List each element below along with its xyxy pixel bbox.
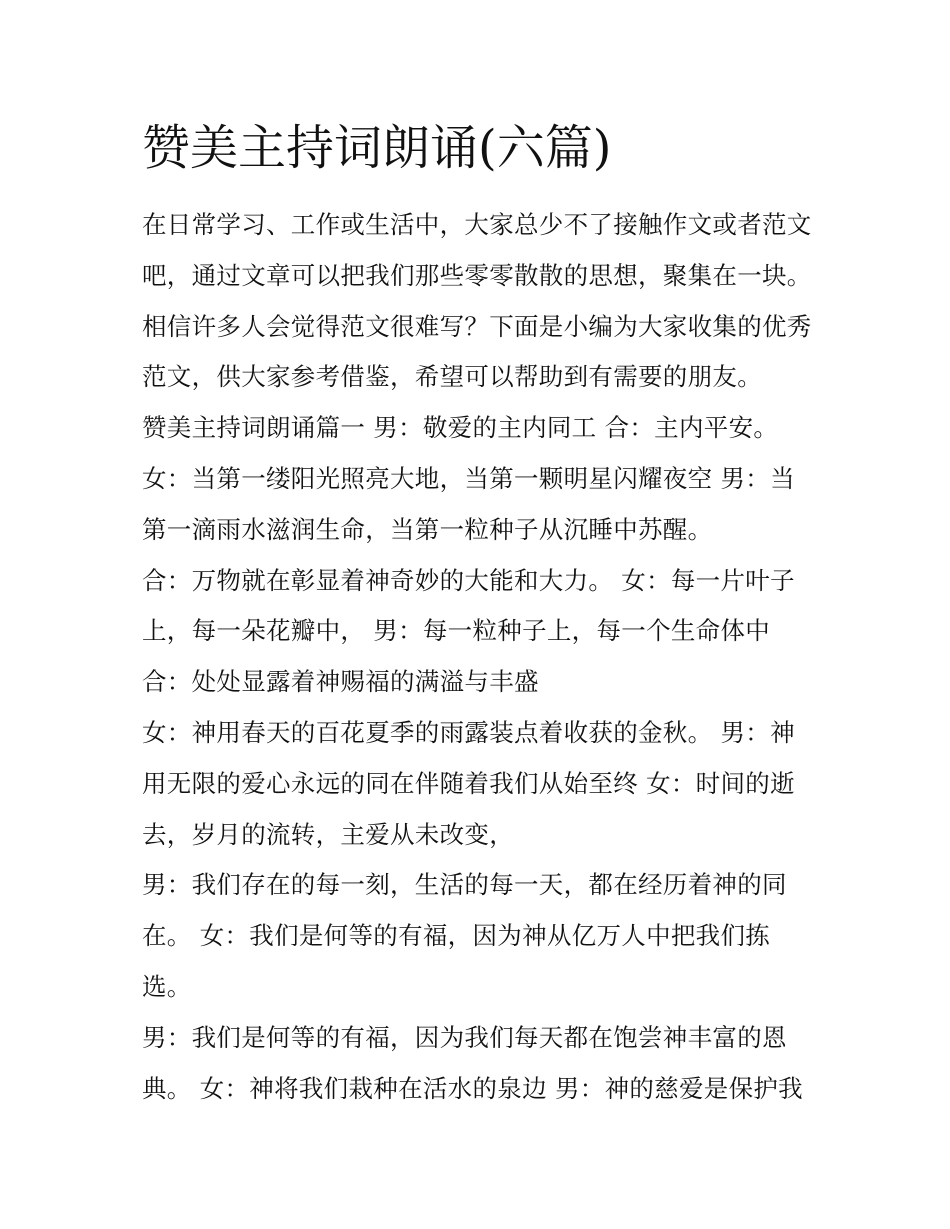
body-line-2: 吧，通过文章可以把我们那些零零散散的思想，聚集在一块。 [142, 260, 812, 290]
body-line-13: 去，岁月的流转，主爱从未改变， [142, 819, 514, 849]
body-line-8: 合：万物就在彰显着神奇妙的大能和大力。 女：每一片叶子 [142, 565, 795, 595]
body-line-12: 用无限的爱心永远的同在伴随着我们从始至终 女：时间的逝 [142, 768, 795, 798]
document-title: 赞美主持词朗诵(六篇) [142, 120, 612, 176]
body-line-16: 选。 [142, 971, 192, 1001]
body-line-10: 合：处处显露着神赐福的满溢与丰盛 [142, 667, 539, 697]
body-line-15: 在。 女：我们是何等的有福，因为神从亿万人中把我们拣 [142, 921, 771, 951]
body-line-4: 范文，供大家参考借鉴，希望可以帮助到有需要的朋友。 [142, 362, 762, 392]
body-line-11: 女：神用春天的百花夏季的雨露装点着收获的金秋。 男：神 [142, 717, 795, 747]
body-line-5: 赞美主持词朗诵篇一 男：敬爱的主内同工 合：主内平安。 [142, 413, 779, 443]
body-line-1: 在日常学习、工作或生活中，大家总少不了接触作文或者范文 [142, 210, 812, 239]
body-line-17: 男：我们是何等的有福，因为我们每天都在饱尝神丰富的恩 [142, 1022, 787, 1052]
body-line-3: 相信许多人会觉得范文很难写？下面是小编为大家收集的优秀 [142, 311, 812, 341]
body-line-9: 上，每一朵花瓣中， 男：每一粒种子上，每一个生命体中 [142, 616, 771, 646]
document-body [142, 200, 822, 1114]
body-line-14: 男：我们存在的每一刻，生活的每一天，都在经历着神的同 [142, 870, 787, 900]
body-line-6: 女：当第一缕阳光照亮大地，当第一颗明星闪耀夜空 男：当 [142, 463, 795, 493]
body-line-18: 典。 女：神将我们栽种在活水的泉边 男：神的慈爱是保护我 [142, 1073, 803, 1103]
body-line-7: 第一滴雨水滋润生命，当第一粒种子从沉睡中苏醒。 [142, 514, 713, 544]
